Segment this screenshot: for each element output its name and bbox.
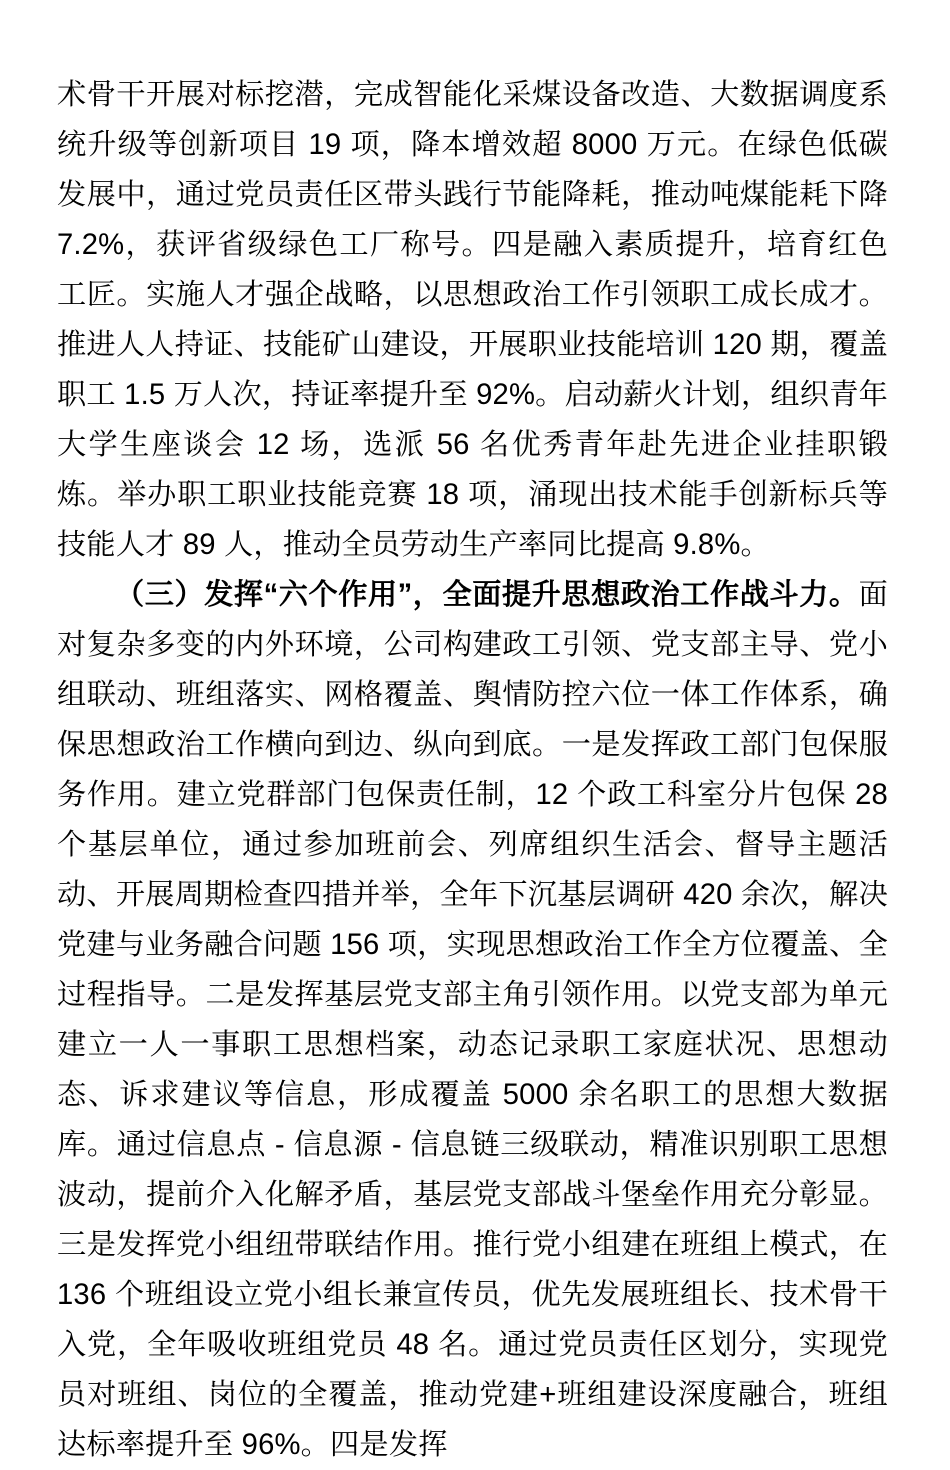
section-heading-three: （三）发挥“六个作用”，全面提升思想政治工作战斗力。 <box>115 579 859 611</box>
paragraph-section-three <box>57 570 888 1470</box>
paragraph-continued <box>57 70 888 570</box>
section-three-body-text: 面对复杂多变的内外环境，公司构建政工引领、党支部主导、党小组联动、班组落实、网格覆盖、舆情防控六位一体工作体系，确保思想政治工作横向到边、纵向到底。一是发挥政工部门包保服务作用。建立党群部门包保责任制，12 个政工科室分片包保 28 个基层单位，通过参加班前会、列席组织生活会、督导主题活动、开展周期检查四措并举，全年下沉基层调研 420 余次，解决党建与业务融合问题 156 项，实现思想政治工作全方位覆盖、全过程指导。二是发挥基层党支部主角引领作用。以党支部为单元建立一人一事职工思想档案，动态记录职工家庭状况、思想动态、诉求建议等信息，形成覆盖 5000 余名职工的思想大数据库。通过信息点 - 信息源 - 信息链三级联动，精准识别职工思想波动，提前介入化解矛盾，基层党支部战斗堡垒作用充分彰显。三是发挥党小组纽带联结作用。推行党小组建在班组上模式，在 136 个班组设立党小组长兼宣传员，优先发展班组长、技术骨干入党，全年吸收班组党员 48 名。通过党员责任区划分，实现党员对班组、岗位的全覆盖，推动党建+班组建设深度融合，班组达标率提升至 96%。四是发挥 <box>57 579 888 1461</box>
paragraph-continued-text: 术骨干开展对标挖潜，完成智能化采煤设备改造、大数据调度系统升级等创新项目 19 项，降本增效超 8000 万元。在绿色低碳发展中，通过党员责任区带头践行节能降耗，推动吨煤能耗下降 7.2%，获评省级绿色工厂称号。四是融入素质提升，培育红色工匠。实施人才强企战略，以思想政治工作引领职工成长成才。推进人人持证、技能矿山建设，开展职业技能培训 120 期，覆盖职工 1.5 万人次，持证率提升至 92%。启动薪火计划，组织青年大学生座谈会 12 场，选派 56 名优秀青年赴先进企业挂职锻炼。举办职工职业技能竞赛 18 项，涌现出技术能手创新标兵等技能人才 89 人，推动全员劳动生产率同比提高 9.8%。 <box>57 79 888 561</box>
document-body <box>57 70 888 1470</box>
